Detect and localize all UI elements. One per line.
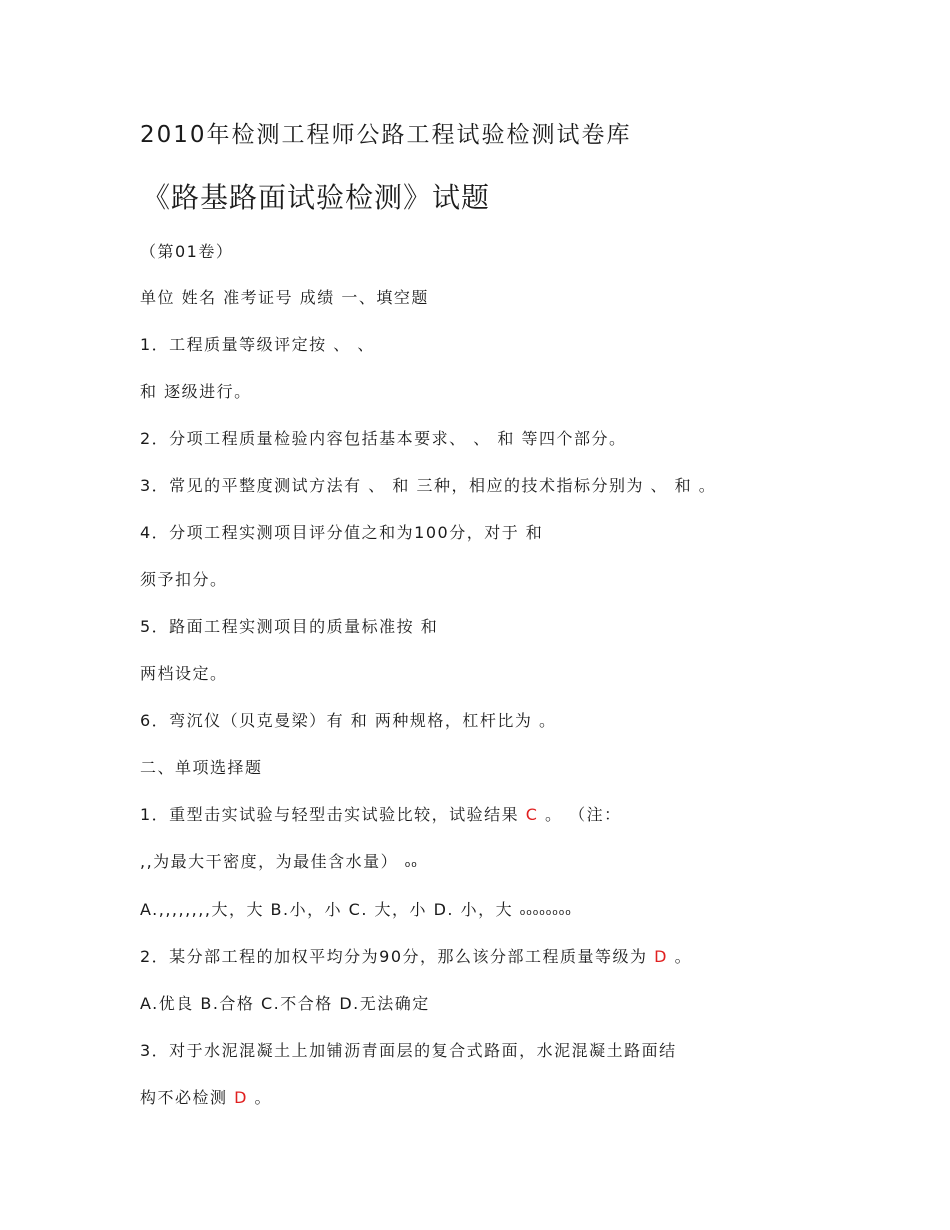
- mc-question-2-tail: 。: [674, 947, 693, 966]
- fill-question-3: 3．常见的平整度测试方法有 、 和 三种，相应的技术指标分别为 、 和 。: [140, 476, 717, 495]
- answer-marker: C: [525, 805, 539, 824]
- mc-question-3a: 3．对于水泥混凝土上加铺沥青面层的复合式路面，水泥混凝土路面结: [140, 1041, 677, 1060]
- doc-subtitle: 《路基路面试验检测》试题: [142, 181, 491, 214]
- mc-question-3b: [140, 1088, 272, 1108]
- note-text: ,,为最大干密度，为最佳含水量）: [140, 852, 399, 871]
- mc-question-2-text: 2．某分部工程的加权平均分为90分，那么该分部工程质量等级为: [140, 947, 648, 966]
- fill-question-1a: 1．工程质量等级评定按 、 、: [140, 335, 375, 354]
- fill-question-5b: 两档设定。: [140, 664, 228, 683]
- doc-title: 2010年检测工程师公路工程试验检测试卷库: [140, 122, 632, 148]
- header-fields: 单位 姓名 准考证号 成绩 一、填空题: [140, 288, 429, 307]
- mc-question-1-options: [140, 900, 572, 923]
- fill-question-1b: 和 逐级进行。: [140, 382, 252, 401]
- fill-question-4a: 4．分项工程实测项目评分值之和为100分，对于 和: [140, 523, 544, 542]
- options-marks: oooooooo: [519, 908, 572, 918]
- answer-marker: D: [234, 1088, 248, 1107]
- fill-question-4b: 须予扣分。: [140, 570, 228, 589]
- answer-marker: D: [654, 947, 668, 966]
- mc-question-1: [140, 805, 622, 825]
- mc-question-2: [140, 947, 692, 967]
- fill-question-6: 6．弯沉仪（贝克曼梁）有 和 两种规格，杠杆比为 。: [140, 711, 557, 730]
- fill-question-5a: 5．路面工程实测项目的质量标准按 和: [140, 617, 439, 636]
- mc-question-1-note: [140, 852, 418, 875]
- fill-question-2: 2．分项工程质量检验内容包括基本要求、 、 和 等四个部分。: [140, 429, 627, 448]
- mc-question-3-text: 构不必检测: [140, 1088, 228, 1107]
- section-heading: 二、单项选择题: [140, 758, 263, 777]
- volume-label: （第01卷）: [140, 242, 234, 261]
- note-marks: oo: [404, 860, 418, 870]
- mc-question-1-tail: 。 （注：: [545, 805, 622, 824]
- mc-question-1-text: 1．重型击实试验与轻型击实试验比较，试验结果: [140, 805, 520, 824]
- options-text: A.,,,,,,,,大，大 B.小，小 C. 大，小 D. 小，大: [140, 900, 514, 919]
- mc-question-3-tail: 。: [254, 1088, 273, 1107]
- mc-question-2-options: A.优良 B.合格 C.不合格 D.无法确定: [140, 994, 430, 1013]
